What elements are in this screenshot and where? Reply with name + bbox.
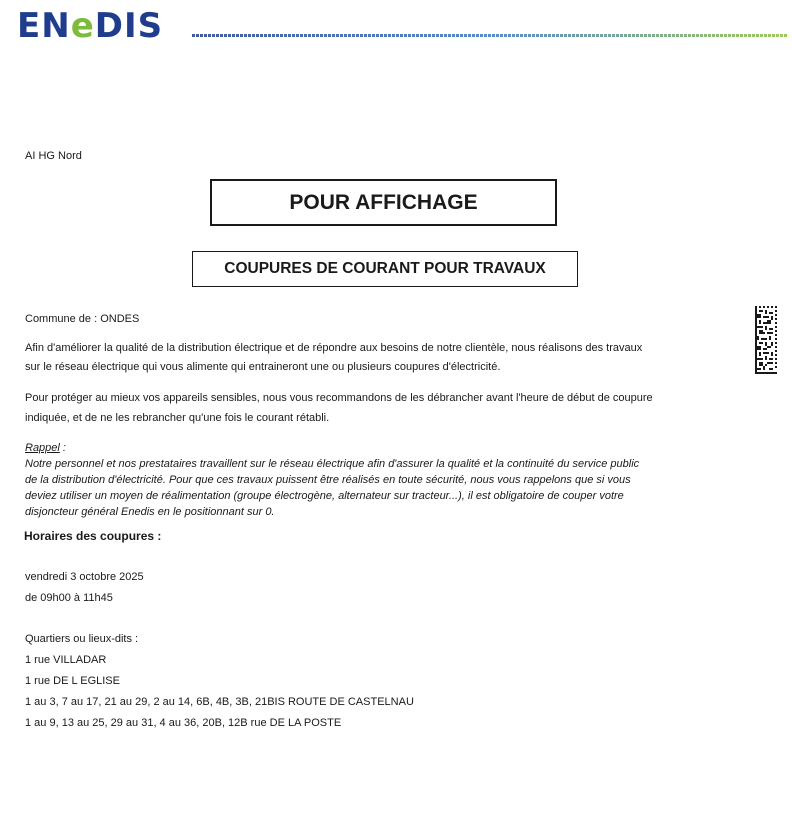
subtitle-box	[192, 251, 578, 287]
advice-line: Pour protéger au mieux vos appareils sensibles, nous vous recommandons de les débrancher avant l'heure de début de coupure	[25, 392, 653, 404]
advice-line: indiquée, et de ne les rebrancher qu'une fois le courant rétabli.	[25, 412, 330, 424]
header-rule	[192, 34, 788, 37]
rappel-line: deviez utiliser un moyen de réalimentation (groupe électrogène, alternateur sur tracteur...), il est obligatoire de couper votre	[25, 490, 624, 502]
service-name: AI HG Nord	[25, 150, 82, 162]
datamatrix-code	[755, 306, 777, 374]
title-box	[210, 179, 557, 226]
area-item: 1 au 9, 13 au 25, 29 au 31, 4 au 36, 20B, 12B rue DE LA POSTE	[25, 717, 342, 729]
schedule-heading: Horaires des coupures :	[24, 529, 162, 543]
outage-date: vendredi 3 octobre 2025	[25, 571, 144, 583]
enedis-logo	[17, 6, 163, 46]
page-title: POUR AFFICHAGE	[289, 190, 478, 214]
rappel-line: de la distribution d'électricité. Pour que ces travaux puissent être réalisés en toute sécurité, nous vous rappelons que si vous	[25, 474, 631, 486]
page-subtitle: COUPURES DE COURANT POUR TRAVAUX	[224, 260, 546, 277]
logo-part-3: DIS	[94, 6, 164, 46]
rappel-colon: :	[59, 442, 66, 454]
rappel-line: Notre personnel et nos prestataires travaillent sur le réseau électrique afin d'assurer la qualité et la continuité du service public	[25, 458, 640, 470]
area-item: 1 au 3, 7 au 17, 21 au 29, 2 au 14, 6B, 4B, 3B, 21BIS ROUTE DE CASTELNAU	[25, 696, 414, 708]
rappel-line: disjoncteur général Enedis en le positionnant sur 0.	[25, 506, 275, 518]
intro-line: Afin d'améliorer la qualité de la distribution électrique et de répondre aux besoins de notre clientèle, nous réalisons des travaux	[25, 342, 643, 354]
area-item: 1 rue DE L EGLISE	[25, 675, 120, 687]
rappel-label: Rappel	[25, 442, 60, 454]
commune: Commune de : ONDES	[25, 313, 140, 325]
rappel-heading	[25, 441, 66, 455]
intro-line: sur le réseau électrique qui vous alimente qui entraineront une ou plusieurs coupures d'électricité.	[25, 361, 501, 373]
areas-heading: Quartiers ou lieux-dits :	[25, 633, 139, 645]
logo-part-2: e	[70, 6, 95, 46]
logo-part-1: EN	[17, 6, 71, 46]
area-item: 1 rue VILLADAR	[25, 654, 107, 666]
outage-time: de 09h00 à 11h45	[25, 592, 113, 604]
